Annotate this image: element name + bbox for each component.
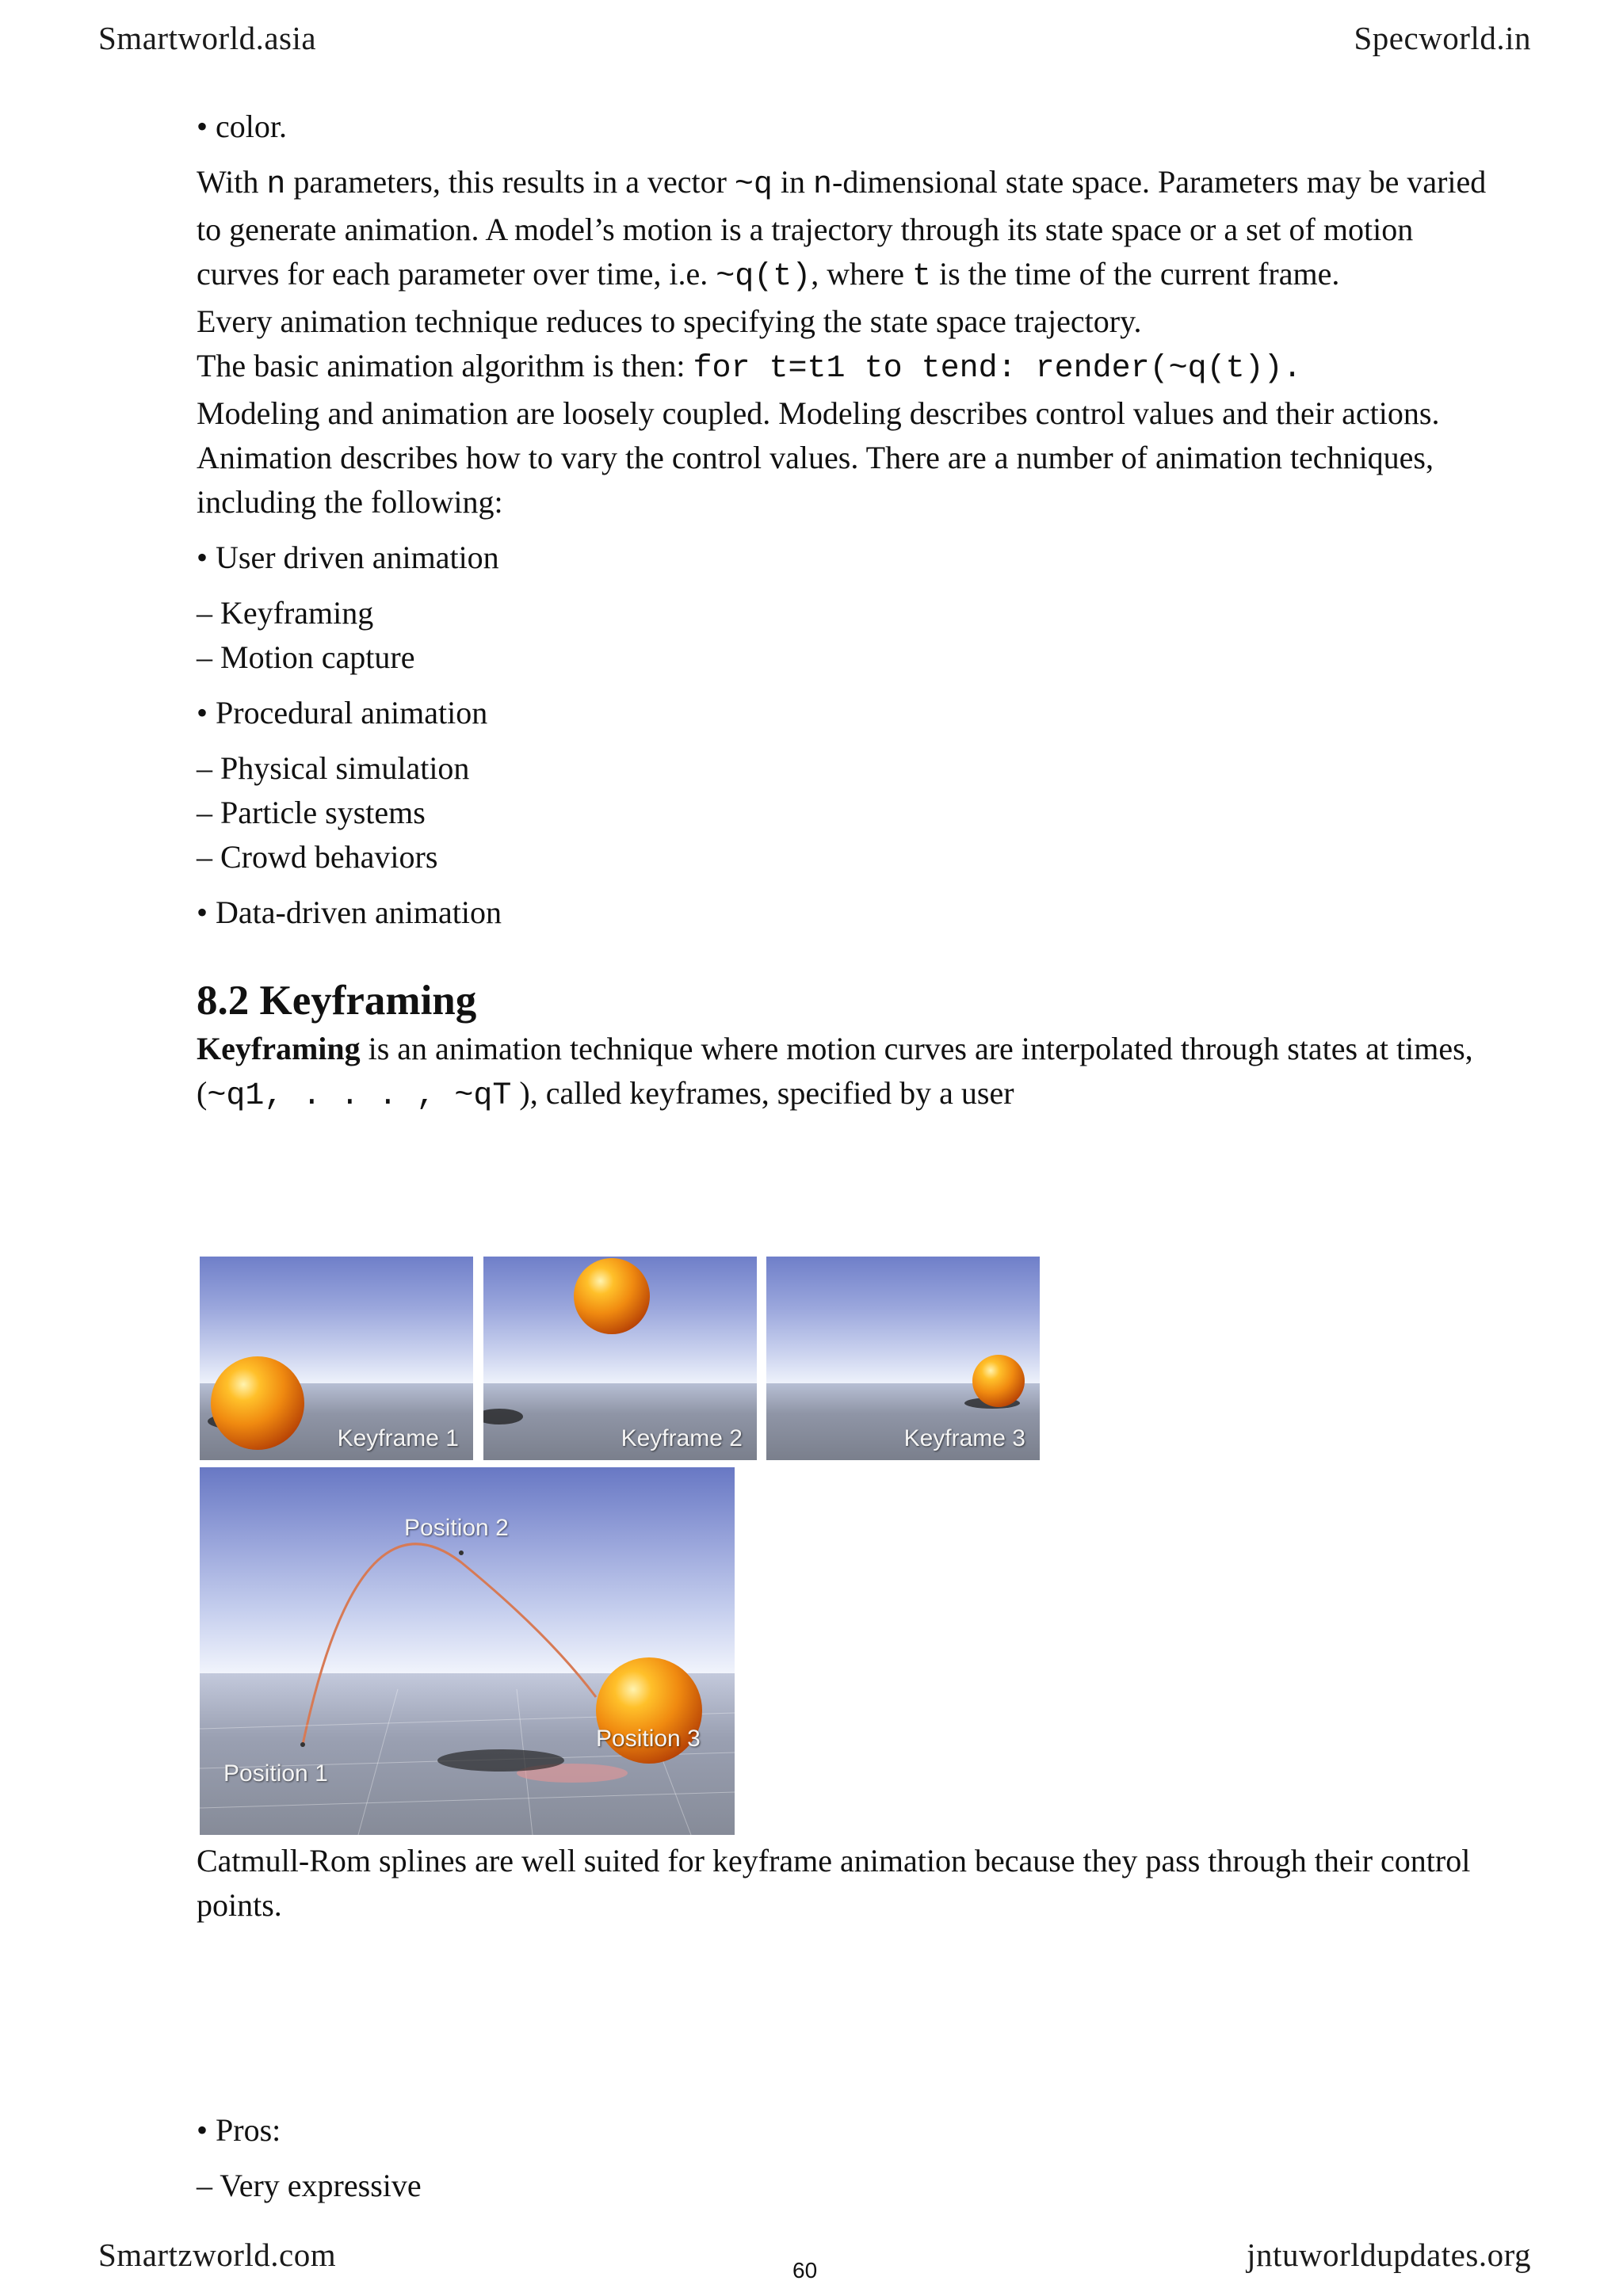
paragraph-including: including the following: [197, 484, 503, 520]
list-item: • User driven animation [197, 540, 499, 575]
list-item: – Physical simulation [197, 750, 470, 786]
sphere-icon [211, 1356, 304, 1450]
header-left-site: Smartworld.asia [98, 20, 317, 56]
footer-left-site: Smartzworld.com [98, 2237, 337, 2273]
positions-trajectory-image [200, 1467, 735, 1835]
document-body-continued [197, 1839, 1496, 1928]
text-span: -dimensional state space. Parameters may be varied to generate animation. A model’s motion is a trajectory through its state space or a set of motion curves for each parameter over time, i.e. [197, 164, 1487, 292]
page-number: 60 [792, 2258, 818, 2283]
text-span: is an animation technique where motion curves are interpolated through states at times, ( [197, 1031, 1473, 1111]
list-item: • Data-driven animation [197, 894, 502, 930]
frame-label: Keyframe 1 [337, 1425, 459, 1451]
var-qt: ~q(t) [716, 259, 812, 295]
keyframe-1-image [200, 1257, 473, 1460]
frame-label: Keyframe 2 [621, 1425, 743, 1451]
text-span: parameters, this results in a vector [285, 164, 735, 200]
var-n: n [266, 167, 286, 203]
paragraph-trajectory: Every animation technique reduces to specifying the state space trajectory. [197, 303, 1142, 339]
paragraph-algorithm [197, 344, 1496, 391]
paragraph-animation: Animation describes how to vary the control values. There are a number of animation techniques, [197, 440, 1434, 475]
text-span: With [197, 164, 267, 200]
pros-item: – Very expressive [197, 2168, 422, 2203]
text-span: in [772, 164, 814, 200]
document-body [197, 105, 1496, 1119]
position-label: Position 3 [596, 1726, 701, 1752]
position-label: Position 2 [404, 1515, 509, 1541]
pros-heading: • Pros: [197, 2112, 281, 2148]
position-label: Position 1 [223, 1760, 328, 1787]
footer-right-site: jntuworldupdates.org [1247, 2237, 1531, 2273]
var-keyframes: ~q1, . . . , ~qT [207, 1078, 512, 1114]
text-span: The basic animation algorithm is then: [197, 348, 693, 383]
term-keyframing: Keyframing [197, 1031, 361, 1066]
text-span: , where [811, 256, 912, 292]
keyframe-2-image [483, 1257, 757, 1460]
list-item: • Procedural animation [197, 695, 488, 730]
list-item: – Motion capture [197, 639, 415, 675]
code-algorithm: for t=t1 to tend: render(~q(t)). [693, 351, 1302, 387]
keyframe-3-image [766, 1257, 1040, 1460]
var-n: n [813, 167, 833, 203]
header-right-site: Specworld.in [1354, 20, 1531, 56]
section-heading: 8.2 Keyframing [197, 978, 477, 1024]
sphere-icon [972, 1355, 1025, 1407]
text-span: is the time of the current frame. [930, 256, 1340, 292]
var-t: t [911, 259, 931, 295]
sphere-icon [574, 1258, 650, 1334]
document-body-pros [197, 2108, 1496, 2208]
list-item: – Keyframing [197, 595, 374, 631]
bullet-color: • color. [197, 109, 287, 144]
paragraph-catmull-rom: Catmull-Rom splines are well suited for keyframe animation because they pass through their control points. [197, 1843, 1471, 1923]
text-span: ), called keyframes, specified by a user [511, 1075, 1014, 1111]
paragraph-state-space [197, 160, 1496, 299]
var-q: ~q [734, 167, 773, 203]
paragraph-modeling: Modeling and animation are loosely coupled. Modeling describes control values and their actions. [197, 395, 1440, 431]
paragraph-keyframing [197, 1027, 1496, 1119]
frame-label: Keyframe 3 [903, 1425, 1025, 1451]
list-item: – Crowd behaviors [197, 839, 438, 875]
list-item: – Particle systems [197, 795, 426, 830]
